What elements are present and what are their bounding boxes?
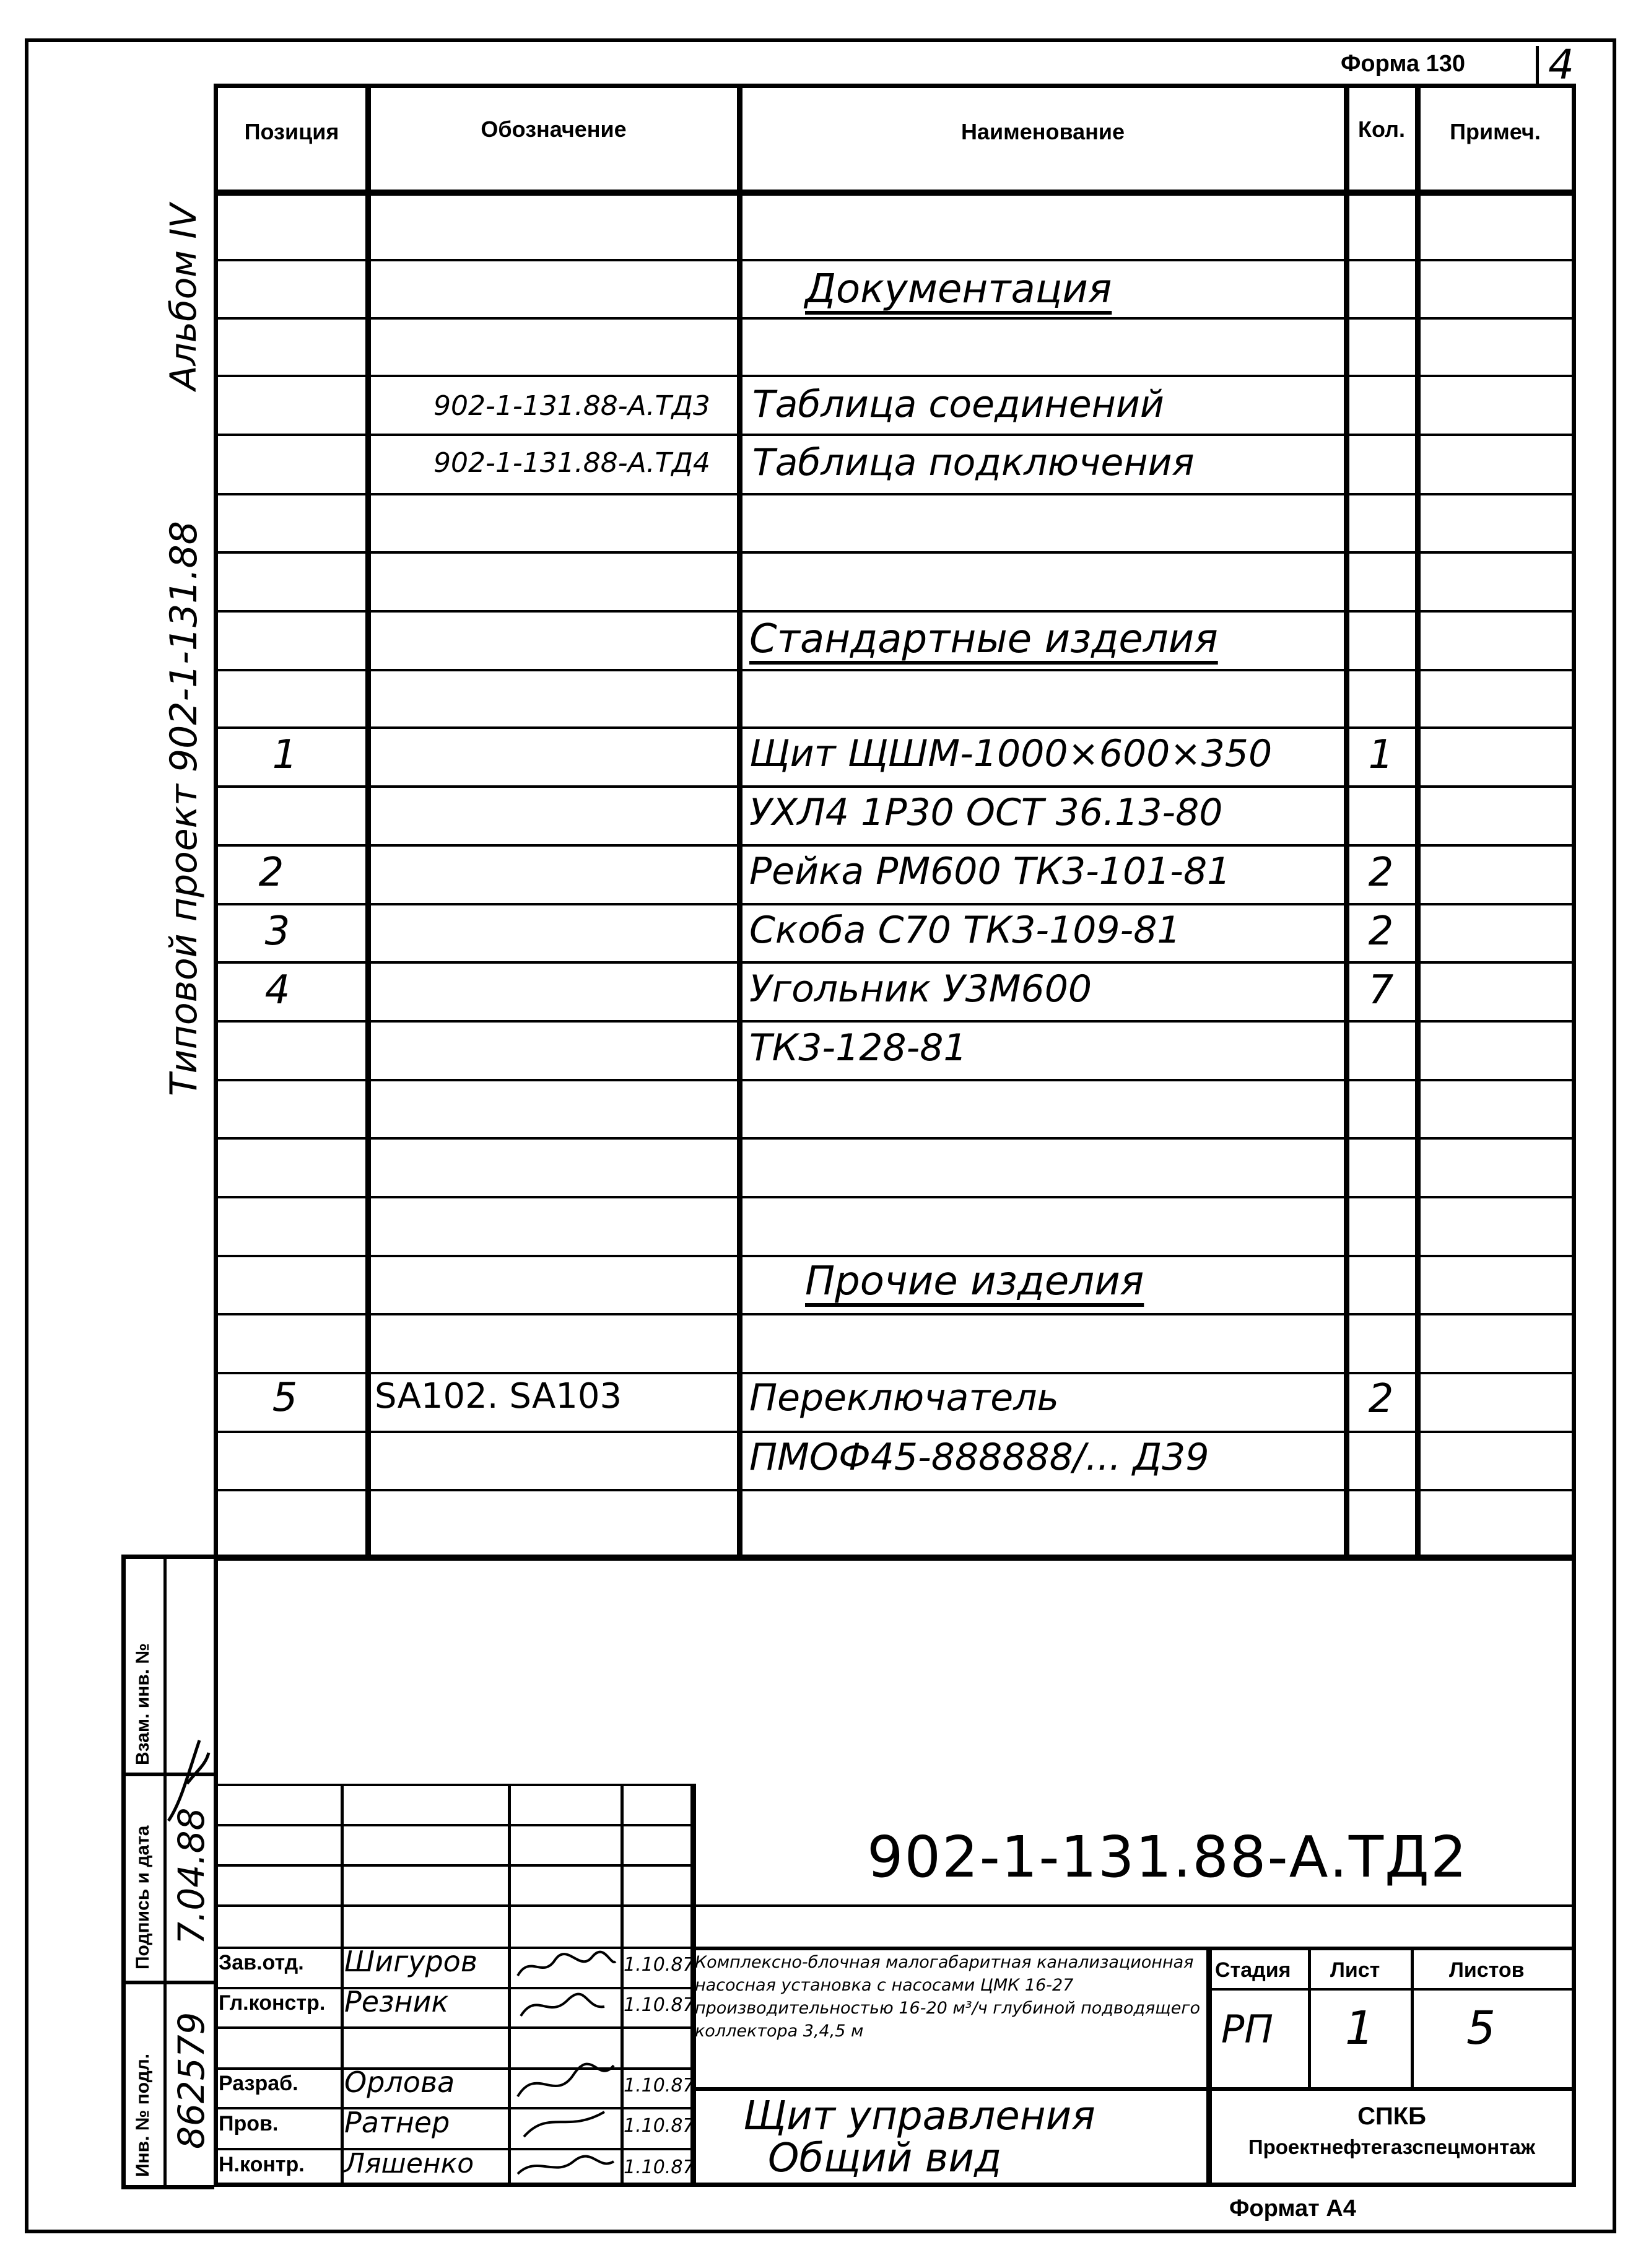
- tb-line: [214, 1987, 690, 1989]
- signature-scribbles: [512, 1948, 618, 2183]
- name-cell: Щит ЩШМ-1000×600×350: [749, 732, 1273, 775]
- section-heading-other: Прочие изделия: [805, 1258, 1144, 1304]
- col-divider-2: [737, 84, 742, 1558]
- name-cell: Таблица соединений: [752, 383, 1164, 426]
- row-line: [214, 961, 1576, 964]
- sheet-value: 1: [1345, 2002, 1375, 2055]
- col-header-note: Примеч.: [1450, 119, 1541, 144]
- organization-line2: Проектнефтегазспецмонтаж: [1248, 2135, 1536, 2158]
- row-line: [214, 1372, 1576, 1374]
- signer-name: Резник: [344, 1985, 449, 2018]
- album-label: Альбом IV: [162, 203, 204, 390]
- col-divider-3: [1344, 84, 1349, 1558]
- col-header-name: Наименование: [960, 119, 1125, 144]
- signer-name: Орлова: [344, 2065, 455, 2099]
- designation-cell: SA102. SA103: [375, 1376, 622, 1416]
- row-line: [214, 259, 1576, 261]
- tb-line: [690, 2087, 1576, 2091]
- sheets-label: Листов: [1449, 1958, 1525, 1982]
- header-rule: [214, 190, 1576, 196]
- row-line: [214, 375, 1576, 377]
- row-line: [214, 1255, 1576, 1257]
- row-line: [214, 1313, 1576, 1315]
- name-cell: Скоба С70 ТК3-109-81: [749, 909, 1181, 952]
- row-line: [214, 493, 1576, 495]
- row-line: [214, 785, 1576, 788]
- form-divider: [1536, 46, 1539, 84]
- signer-role: Н.контр.: [219, 2153, 305, 2176]
- tb-line: [214, 2107, 690, 2109]
- row-line: [214, 1137, 1576, 1140]
- row-line: [214, 1489, 1576, 1491]
- page-number: 4: [1548, 41, 1574, 89]
- designation-cell: 902-1-131.88-А.ТД3: [433, 390, 710, 422]
- row-line: [214, 551, 1576, 554]
- tb-line: [214, 1784, 690, 1786]
- signer-role: Пров.: [219, 2112, 279, 2135]
- col-divider-1: [365, 84, 371, 1558]
- row-line: [214, 1431, 1576, 1433]
- position-cell: 1: [272, 732, 298, 778]
- stage-label: Стадия: [1215, 1958, 1291, 1982]
- section-heading-standard: Стандартные изделия: [749, 616, 1218, 662]
- tb-line: [1206, 1988, 1576, 1991]
- signature-date-label: Подпись и дата: [133, 1825, 153, 1969]
- row-line: [214, 726, 1576, 729]
- stage-value: РП: [1221, 2007, 1274, 2052]
- original-inv-value: 862579: [170, 2012, 212, 2149]
- signer-name: Ляшенко: [344, 2148, 474, 2179]
- signer-date: 1.10.87: [624, 2115, 695, 2137]
- row-line: [214, 669, 1576, 671]
- row-line: [214, 317, 1576, 320]
- section-heading-documentation: Документация: [805, 266, 1112, 312]
- row-line: [214, 434, 1576, 436]
- signer-date: 1.10.87: [624, 1994, 695, 2016]
- quantity-cell: 2: [1368, 850, 1394, 896]
- position-cell: 5: [272, 1375, 298, 1421]
- tb-vline: [1411, 1947, 1414, 2087]
- row-line: [214, 610, 1576, 613]
- name-cell: ПМОФ45-888888/... Д39: [749, 1436, 1209, 1479]
- name-cell: Рейка РМ600 ТК3-101-81: [749, 850, 1231, 893]
- name-cell: ТК3-128-81: [749, 1026, 967, 1070]
- drawing-title-line1: Щит управления: [743, 2093, 1095, 2139]
- designation-cell: 902-1-131.88-А.ТД4: [433, 447, 710, 479]
- tb-line: [214, 1864, 690, 1867]
- position-cell: 3: [264, 909, 290, 954]
- side-stamp-top: [121, 1555, 214, 1559]
- position-cell: 2: [258, 850, 284, 896]
- signer-role: Гл.констр.: [219, 1991, 326, 2015]
- form-label: Форма 130: [1341, 51, 1466, 77]
- project-label: Типовой проект 902-1-131.88: [162, 521, 206, 1096]
- col-header-position: Позиция: [244, 119, 339, 144]
- side-stamp-mid: [163, 1555, 167, 2187]
- signer-date: 1.10.87: [624, 2157, 695, 2178]
- name-cell: УХЛ4 1Р30 ОСТ 36.13-80: [749, 791, 1223, 834]
- drawing-title-line2: Общий вид: [768, 2135, 1002, 2181]
- row-line: [214, 1020, 1576, 1023]
- signer-date: 1.10.87: [624, 2075, 695, 2096]
- tb-vline: [341, 1784, 344, 2187]
- original-inv-label: Инв. № подл.: [133, 2053, 153, 2177]
- signer-role: Зав.отд.: [219, 1951, 304, 1974]
- table-bottom-rule: [214, 1555, 1576, 1561]
- col-divider-4: [1415, 84, 1421, 1558]
- tb-vline: [1308, 1947, 1311, 2087]
- sheets-value: 5: [1466, 2002, 1496, 2055]
- replacement-inv-label: Взам. инв. №: [133, 1643, 153, 1765]
- row-line: [214, 903, 1576, 905]
- tb-line: [214, 1904, 1576, 1907]
- col-header-quantity: Кол.: [1358, 116, 1405, 142]
- signature-mark: [162, 1728, 212, 1827]
- tb-line: [214, 1824, 690, 1826]
- quantity-cell: 2: [1368, 1376, 1394, 1422]
- row-line: [214, 1196, 1576, 1198]
- name-cell: Таблица подключения: [752, 441, 1195, 484]
- quantity-cell: 7: [1368, 967, 1394, 1013]
- project-title: Комплексно-блочная малогабаритная канализационная насосная установка с насосами ЦМК 16-27 производительностью 16-20 м³/ч глубиной подводящего коллектора 3,4,5 м: [695, 1953, 1201, 2041]
- quantity-cell: 1: [1368, 732, 1394, 778]
- signer-role: Разраб.: [219, 2072, 298, 2095]
- signature-date-value: 7.04.88: [170, 1807, 212, 1945]
- side-stamp-sep: [121, 1981, 214, 1984]
- row-line: [214, 1079, 1576, 1081]
- signer-date: 1.10.87: [624, 1954, 695, 1976]
- quantity-cell: 2: [1368, 909, 1394, 954]
- signer-name: Шигуров: [344, 1945, 477, 1978]
- sheet-label: Лист: [1330, 1958, 1380, 1982]
- col-header-designation: Обозначение: [481, 116, 627, 142]
- row-line: [214, 844, 1576, 847]
- tb-line: [214, 2026, 690, 2029]
- document-code: 902-1-131.88-А.ТД2: [867, 1824, 1468, 1890]
- position-cell: 4: [264, 967, 290, 1013]
- signer-name: Ратнер: [344, 2106, 450, 2139]
- side-stamp-bottom: [121, 2185, 214, 2189]
- name-cell: Переключатель: [749, 1376, 1059, 1420]
- side-stamp-left: [121, 1555, 126, 2187]
- tb-line: [690, 1947, 1576, 1950]
- organization-line1: СПКБ: [1357, 2103, 1426, 2130]
- tb-vline: [508, 1784, 511, 2187]
- format-label: Формат А4: [1229, 2196, 1356, 2222]
- name-cell: Угольник У3М600: [749, 967, 1092, 1011]
